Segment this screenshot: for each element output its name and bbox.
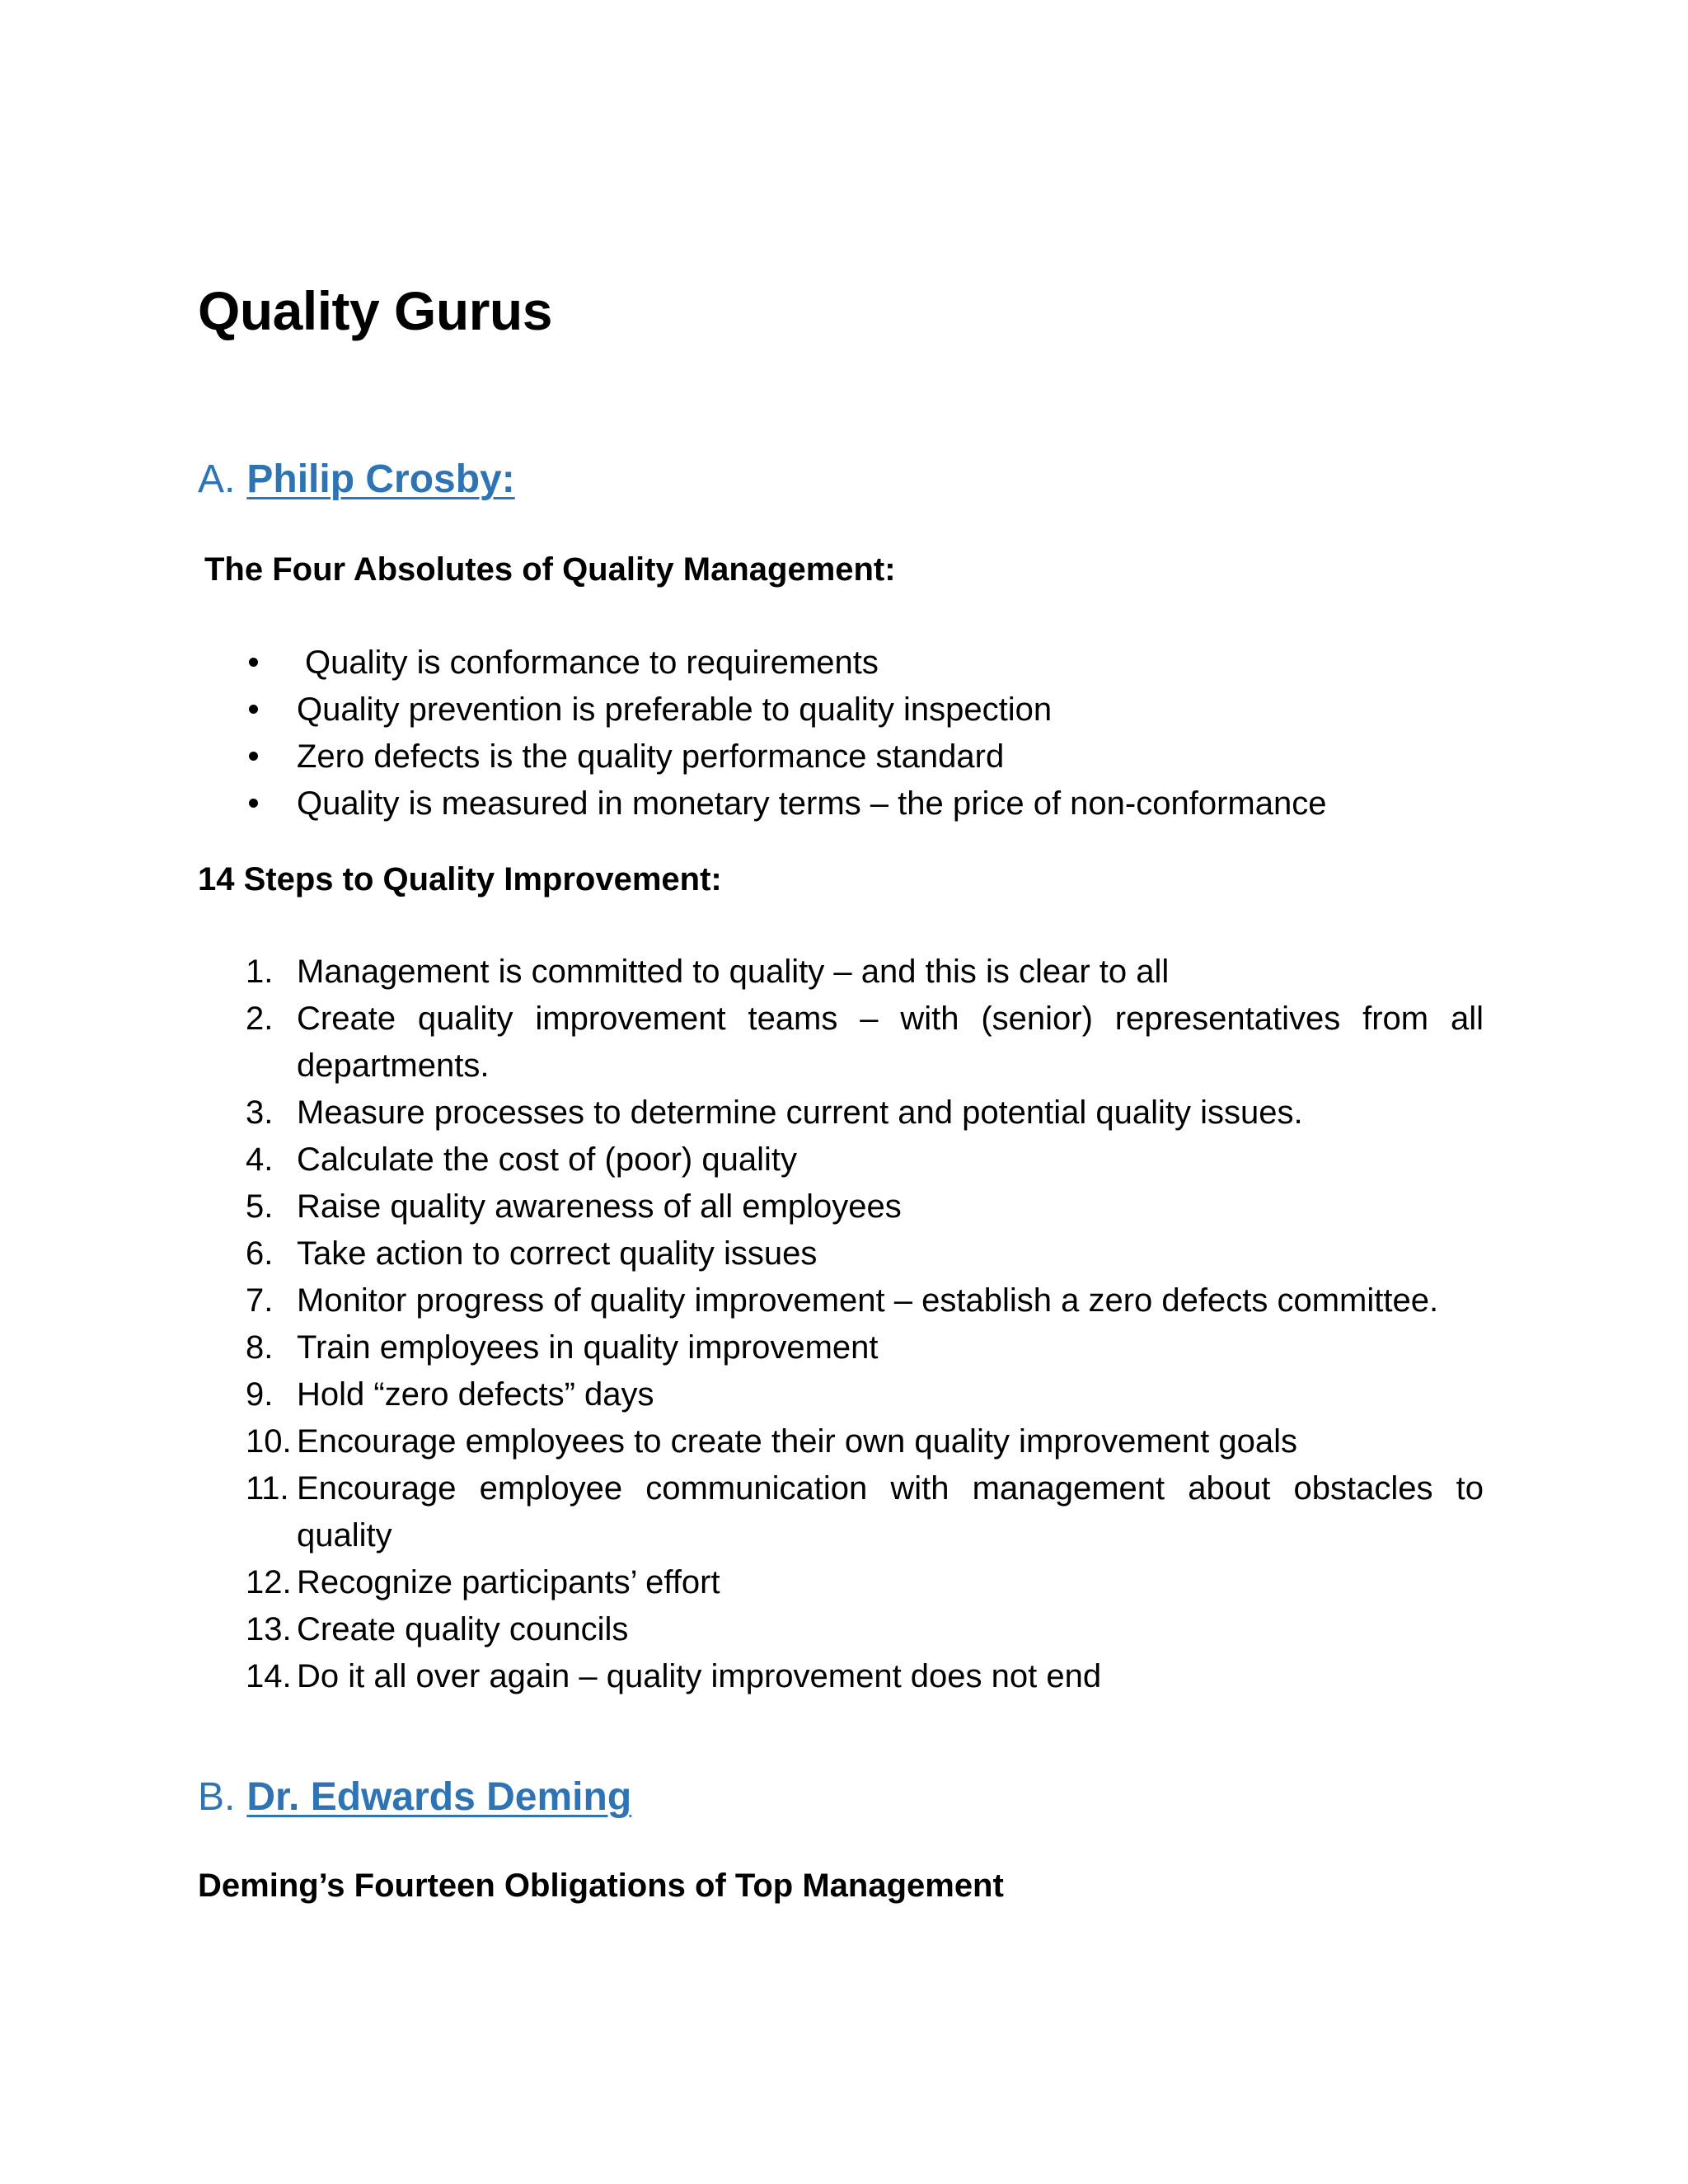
section-name-link: Dr. Edwards Deming — [246, 1775, 632, 1819]
page-title: Quality Gurus — [198, 280, 552, 341]
list-item: Quality is conformance to requirements — [198, 640, 1484, 687]
section-letter: B. — [198, 1775, 236, 1819]
list-item: 1. Management is committed to quality – and this is clear to all — [246, 954, 1170, 990]
list-item: 11. Encourage employee communication with management about obstacles to quality — [246, 1470, 1484, 1554]
four-absolutes-heading: The Four Absolutes of Quality Management: — [204, 551, 896, 588]
section-name-link: Philip Crosby: — [246, 457, 515, 501]
bullet-icon — [249, 658, 258, 667]
list-item: 7. Monitor progress of quality improvement – establish a zero defects committee. — [246, 1282, 1439, 1319]
list-item: 12. Recognize participants’ effort — [246, 1564, 720, 1601]
list-item: 5. Raise quality awareness of all employees — [246, 1188, 902, 1225]
list-item: 2. Create quality improvement teams – with (senior) representatives from all departments. — [246, 1001, 1484, 1084]
four-absolutes-list — [198, 640, 1484, 827]
list-item: 8. Train employees in quality improvement — [246, 1329, 879, 1366]
list-item: 4. Calculate the cost of (poor) quality — [246, 1141, 797, 1178]
list-item: 6. Take action to correct quality issues — [246, 1235, 818, 1272]
bullet-icon — [249, 752, 258, 761]
deming-obligations-heading: Deming’s Fourteen Obligations of Top Management — [198, 1868, 1004, 1904]
bullet-icon — [249, 799, 258, 808]
fourteen-steps-list — [198, 949, 1484, 1700]
bullet-icon — [249, 705, 258, 714]
list-item: 3. Measure processes to determine current and potential quality issues. — [246, 1094, 1303, 1131]
fourteen-steps-heading: 14 Steps to Quality Improvement: — [198, 861, 722, 898]
list-item: 10. Encourage employees to create their own quality improvement goals — [246, 1423, 1297, 1460]
list-item: Quality prevention is preferable to quality inspection — [198, 687, 1484, 733]
list-item: Zero defects is the quality performance standard — [198, 733, 1484, 780]
list-item: 13. Create quality councils — [246, 1611, 629, 1647]
list-item: 9. Hold “zero defects” days — [246, 1376, 654, 1413]
section-heading-crosby — [198, 456, 515, 504]
section-letter: A. — [198, 457, 236, 501]
list-item: Quality is measured in monetary terms – the price of non-conformance — [198, 780, 1484, 827]
list-item: 14. Do it all over again – quality improvement does not end — [246, 1658, 1102, 1694]
section-heading-deming — [198, 1774, 631, 1821]
